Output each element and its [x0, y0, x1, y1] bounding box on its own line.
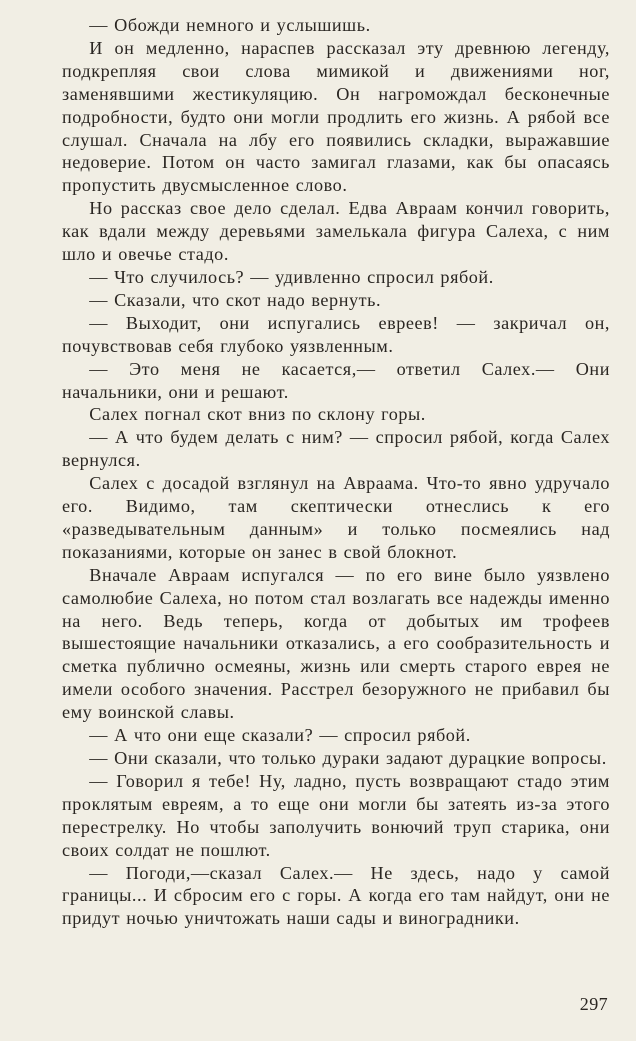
- paragraph: Вначале Авраам испугался — по его вине было уязвлено самолюбие Салеха, но потом стал возлагать все надежды именно на него. Ведь теперь, когда от добытых им трофеев вышестоящие начальники отказались, а его сообразительность и сметка публично осмеяны, жизнь или смерть старого еврея не имели особого значения. Расстрел безоружного не прибавил бы ему воинской славы.: [62, 564, 610, 723]
- paragraph: — Говорил я тебе! Ну, ладно, пусть возвращают стадо этим проклятым евреям, а то еще они могли бы затеять из-за этого перестрелку. Но чтобы заполучить вонючий труп старика, они своих солдат не пошлют.: [62, 770, 610, 860]
- paragraph: Но рассказ свое дело сделал. Едва Авраам кончил говорить, как вдали между деревьями замелькала фигура Салеха, с ним шло и овечье стадо.: [62, 198, 610, 265]
- paragraph: Салех с досадой взглянул на Авраама. Что-то явно удручало его. Видимо, там скептически отнеслись к его «разведывательным данным» и только посмеялись над показаниями, которые он занес в свой блокнот.: [62, 473, 610, 562]
- paragraph: И он медленно, нараспев рассказал эту древнюю легенду, подкрепляя свои слова мимикой и движениями ног, заменявшими жестикуляцию. Он нагромождал бесконечные подробности, будто они могли продлить его жизнь. А рябой все слушал. Сначала на лбу его появились складки, выражавшие недоверие. Потом он часто замигал глазами, как бы опасаясь пропустить двусмысленное слово.: [62, 37, 610, 196]
- paragraph: — Выходит, они испугались евреев! — закричал он, почувствовав себя глубоко уязвленным.: [62, 312, 610, 356]
- paragraph: — Погоди,—сказал Салех.— Не здесь, надо у самой границы... И сбросим его с горы. А когда его там найдут, они не придут ночью уничтожать наши сады и виноградники.: [62, 862, 610, 929]
- paragraph: Салех погнал скот вниз по склону горы.: [89, 404, 426, 425]
- paragraph: — А что они еще сказали? — спросил рябой.: [89, 725, 471, 746]
- paragraph: — Они сказали, что только дураки задают дурацкие вопросы.: [89, 748, 607, 768]
- page-text: [62, 14, 610, 930]
- paragraph: — Это меня не касается,— ответил Салех.— Они начальники, они и решают.: [62, 358, 610, 402]
- paragraph: — Обожди немного и услышишь.: [89, 15, 371, 35]
- page-number: 297: [579, 994, 608, 1014]
- paragraph: — А что будем делать с ним? — спросил рябой, когда Салех вернулся.: [62, 427, 610, 471]
- paragraph: — Что случилось? — удивленно спросил рябой.: [89, 266, 494, 287]
- paragraph: — Сказали, что скот надо вернуть.: [89, 289, 382, 310]
